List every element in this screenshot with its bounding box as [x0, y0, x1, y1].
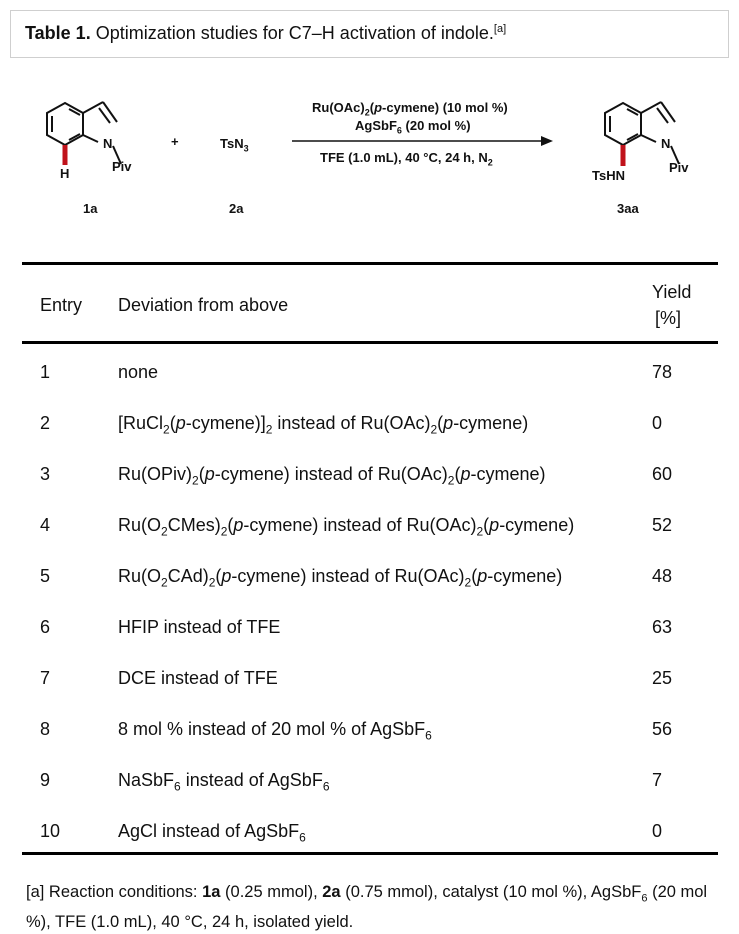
- table-row: [22, 756, 718, 807]
- header-yield-unit: [%]: [655, 308, 682, 328]
- group-piv-1a: Piv: [112, 159, 132, 174]
- yield-cell: 56: [652, 719, 673, 739]
- footnote-text-2: (0.75 mmol), catalyst (10 mol %), AgSbF$_6$ (20 mol %), TFE (1.0 mL), 40 °C, 24 h, isolated yield.: [26, 883, 708, 932]
- table-footnote: [26, 880, 726, 934]
- reaction-arrow: [292, 136, 553, 146]
- entry-cell: 3: [40, 464, 51, 484]
- deviation-cell: $Ru(O_2CMes)_2(p-cymene)$ instead of $Ru(OAc)_2(p-cymene)$: [118, 515, 575, 539]
- deviation-cell: HFIP instead of TFE: [118, 617, 281, 637]
- table-row: [22, 807, 718, 858]
- plus-sign: +: [171, 134, 179, 149]
- yield-cell: 25: [652, 668, 673, 688]
- group-tshn-3aa: TsHN: [592, 168, 625, 183]
- atom-n-1a: N: [103, 136, 113, 151]
- deviation-cell: none: [118, 362, 159, 382]
- deviation-cell: $Ru(O_2CAd)_2(p-cymene)$ instead of $Ru(OAc)_2(p-cymene)$: [118, 566, 563, 590]
- table-row: [22, 501, 718, 552]
- yield-cell: 63: [652, 617, 673, 637]
- entry-cell: 10: [40, 821, 61, 841]
- indole-1a-structure: [47, 102, 121, 165]
- yield-cell: 0: [652, 413, 663, 433]
- entry-cell: 1: [40, 362, 51, 382]
- entry-cell: 9: [40, 770, 51, 790]
- yield-cell: 60: [652, 464, 673, 484]
- deviation-cell: $[RuCl_2(p-cymene)]_2$ instead of $Ru(OAc)_2(p-cymene)$: [118, 413, 529, 437]
- deviation-cell: NaSbF$_6$ instead of AgSbF$_6$: [118, 770, 330, 794]
- footnote-lead: [a] Reaction conditions:: [26, 883, 203, 901]
- deviation-cell: $Ru(OPiv)_2(p-cymene)$ instead of $Ru(OAc)_2(p-cymene)$: [118, 464, 546, 488]
- condition-catalyst: $Ru(OAc)_2(p-cymene)$ (10 mol %): [312, 100, 508, 118]
- compound-label-2a: 2a: [229, 201, 244, 216]
- header-entry: Entry: [40, 295, 83, 315]
- yield-cell: 52: [652, 515, 673, 535]
- indole-3aa-structure: [605, 102, 679, 166]
- yield-cell: 0: [652, 821, 663, 841]
- compound-label-3aa: 3aa: [617, 201, 639, 216]
- deviation-cell: DCE instead of TFE: [118, 668, 278, 688]
- reaction-scheme: [0, 80, 739, 240]
- table-caption: [25, 23, 506, 44]
- reagent-tsn3: TsN$_3$: [220, 136, 249, 154]
- table-row: [22, 552, 718, 603]
- entry-cell: 5: [40, 566, 51, 586]
- header-deviation: Deviation from above: [118, 295, 289, 315]
- entry-cell: 7: [40, 668, 51, 688]
- atom-h-1a: H: [60, 166, 70, 181]
- footnote-ref-1a: 1a: [202, 883, 221, 901]
- footnote-text-1: (0.25 mmol),: [220, 883, 323, 901]
- entry-cell: 6: [40, 617, 51, 637]
- table-header-rule: [22, 341, 718, 344]
- deviation-cell: AgCl instead of AgSbF$_6$: [118, 821, 306, 845]
- caption-text: Optimization studies for C7–H activation of indole.: [90, 23, 494, 43]
- table-row: [22, 654, 718, 705]
- group-piv-3aa: Piv: [669, 160, 689, 175]
- yield-cell: 48: [652, 566, 673, 586]
- deviation-cell: 8 mol % instead of 20 mol % of AgSbF$_6$: [118, 719, 432, 743]
- footnote-ref-2a: 2a: [322, 883, 341, 901]
- header-yield: Yield: [652, 282, 692, 302]
- caption-label: Table 1.: [25, 23, 91, 43]
- condition-solvent: TFE (1.0 mL), 40 °C, 24 h, $N_2$: [320, 150, 493, 168]
- table-row: [22, 450, 718, 501]
- entry-cell: 4: [40, 515, 51, 535]
- condition-additive: AgSbF$_6$ (20 mol %): [355, 118, 471, 136]
- table-row: [22, 399, 718, 450]
- table-row: [22, 603, 718, 654]
- table-caption-box: [10, 10, 729, 58]
- atom-n-3aa: N: [661, 136, 671, 151]
- yield-cell: 7: [652, 770, 663, 790]
- table-top-rule: [22, 262, 718, 265]
- table-row: [22, 348, 718, 399]
- caption-note: [a]: [493, 23, 507, 35]
- compound-label-1a: 1a: [83, 201, 98, 216]
- table-row: [22, 705, 718, 756]
- entry-cell: 2: [40, 413, 51, 433]
- entry-cell: 8: [40, 719, 51, 739]
- yield-cell: 78: [652, 362, 673, 382]
